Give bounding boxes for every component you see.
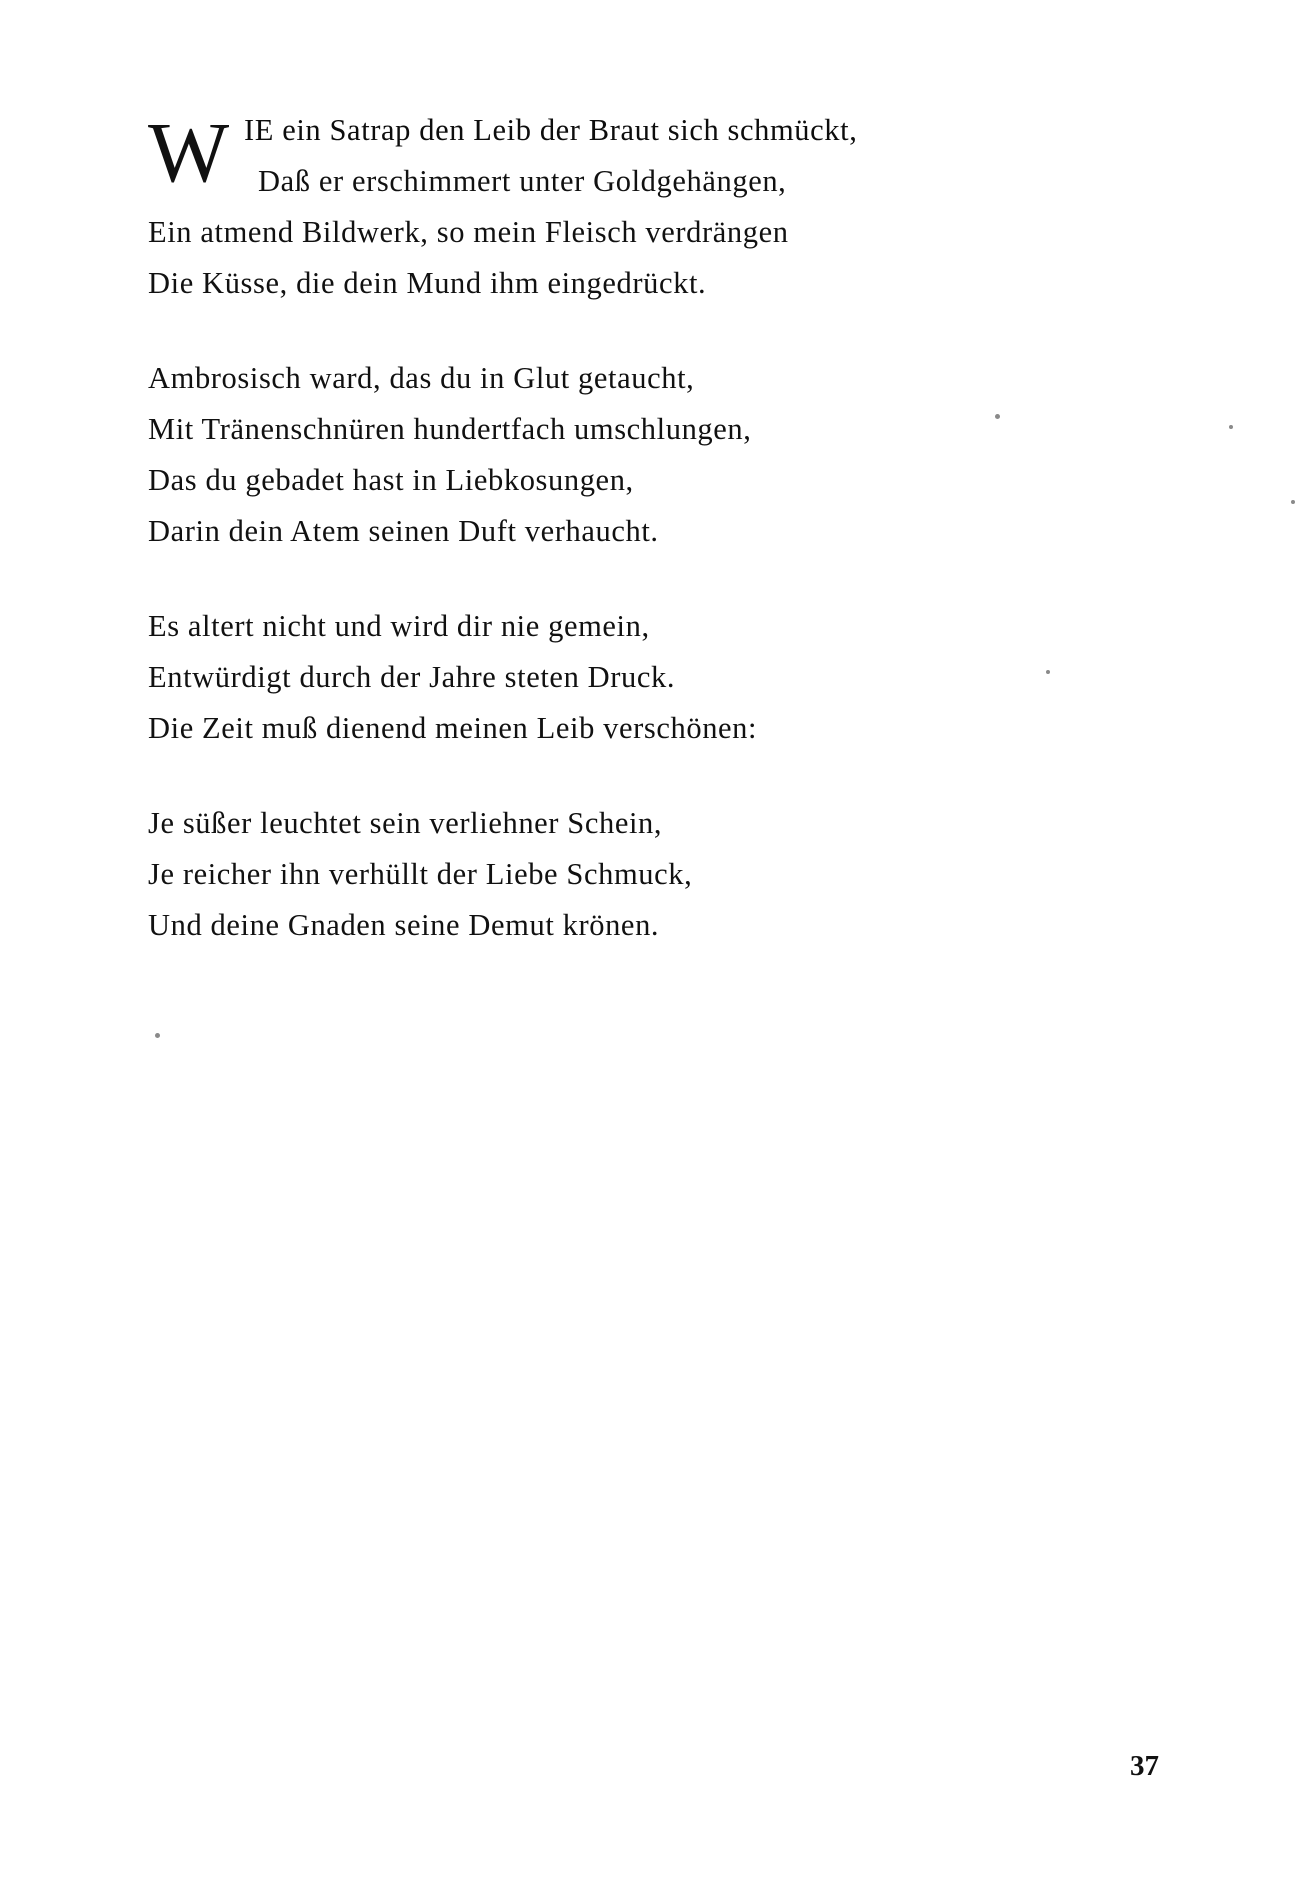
print-speck (1291, 500, 1295, 504)
poem-line: Das du gebadet hast in Liebkosungen, (148, 463, 634, 497)
poem-line: Es altert nicht und wird dir nie gemein, (148, 609, 650, 643)
stanza (148, 601, 1158, 754)
poem-line: Ambrosisch ward, das du in Glut getaucht, (148, 361, 695, 395)
print-speck (1229, 425, 1233, 429)
page-number: 37 (1130, 1750, 1159, 1782)
poem-line: Die Küsse, die dein Mund ihm eingedrückt. (148, 266, 707, 300)
poem-body (148, 105, 1158, 995)
drop-cap: W (148, 104, 230, 200)
poem-line: Ein atmend Bildwerk, so mein Fleisch verdrängen (148, 215, 789, 249)
stanza (148, 798, 1158, 951)
print-speck (1046, 670, 1050, 674)
poem-line: Mit Tränenschnüren hundertfach umschlungen, (148, 412, 752, 446)
poem-line: Daß er erschimmert unter Goldgehängen, (258, 164, 787, 198)
stanza (148, 105, 1158, 309)
poem-line: Entwürdigt durch der Jahre steten Druck. (148, 660, 676, 694)
poem-line: Und deine Gnaden seine Demut krönen. (148, 908, 660, 942)
poem-line: Darin dein Atem seinen Duft verhaucht. (148, 514, 659, 548)
poem-line: Je süßer leuchtet sein verliehner Schein, (148, 806, 663, 840)
poem-line: Die Zeit muß dienend meinen Leib verschönen: (148, 711, 758, 745)
print-speck (155, 1033, 160, 1038)
print-speck (995, 414, 1000, 419)
stanza (148, 353, 1158, 557)
poem-line: IE ein Satrap den Leib der Braut sich schmückt, (244, 113, 858, 147)
poem-line: Je reicher ihn verhüllt der Liebe Schmuck, (148, 857, 693, 891)
